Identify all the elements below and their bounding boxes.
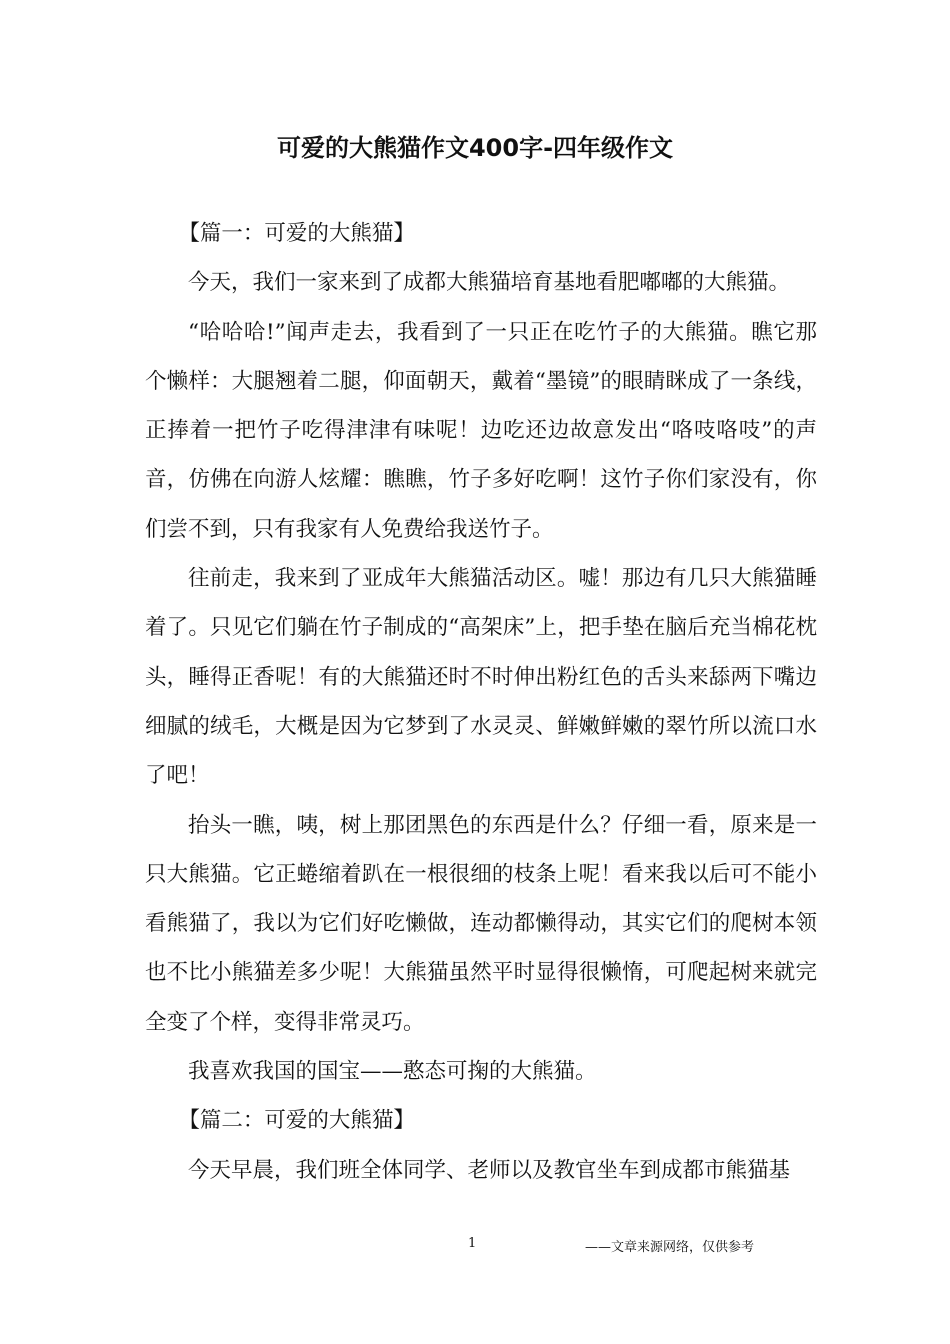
paragraph: 抬头一瞧，咦，树上那团黑色的东西是什么？仔细一看，原来是一只大熊猫。它正蜷缩着趴在一根很细的枝条上呢！看来我以后可不能小看熊猫了，我以为它们好吃懒做，连动都懒得动，其实它们的爬树本领也不比小熊猫差多少呢！大熊猫虽然平时显得很懒惰，可爬起树来就完全变了个样，变得非常灵巧。 (145, 812, 817, 1035)
paragraph: “哈哈哈!”闻声走去，我看到了一只正在吃竹子的大熊猫。瞧它那个懒样：大腿翘着二腿，仰面朝天，戴着“墨镜”的眼睛眯成了一条线，正捧着一把竹子吃得津津有味呢！边吃还边故意发出“咯吱咯吱”的声音，仿佛在向游人炫耀：瞧瞧，竹子多好吃啊！这竹子你们家没有，你们尝不到，只有我家有人免费给我送竹子。 (145, 319, 817, 542)
paragraph: 往前走，我来到了亚成年大熊猫活动区。嘘！那边有几只大熊猫睡着了。只见它们躺在竹子制成的“高架床”上，把手垫在脑后充当棉花枕头，睡得正香呢！有的大熊猫还时不时伸出粉红色的舌头来舔两下嘴边细腻的绒毛，大概是因为它梦到了水灵灵、鲜嫩鲜嫩的翠竹所以流口水了吧！ (145, 566, 817, 789)
paragraph: 今天早晨，我们班全体同学、老师以及教官坐车到成都市熊猫基 (188, 1157, 791, 1183)
section-heading: 【篇二：可爱的大熊猫】 (178, 1108, 415, 1134)
section-heading: 【篇一：可爱的大熊猫】 (178, 221, 415, 246)
source-note: ——文章来源网络，仅供参考 (585, 1240, 755, 1255)
paragraph: 我喜欢我国的国宝——憨态可掬的大熊猫。 (188, 1059, 597, 1085)
document-body (145, 209, 817, 1195)
page-number: 1 (468, 1236, 477, 1251)
document-title: 可爱的大熊猫作文400字-四年级作文 (276, 134, 674, 162)
paragraph: 今天，我们一家来到了成都大熊猫培育基地看肥嘟嘟的大熊猫。 (188, 270, 791, 296)
